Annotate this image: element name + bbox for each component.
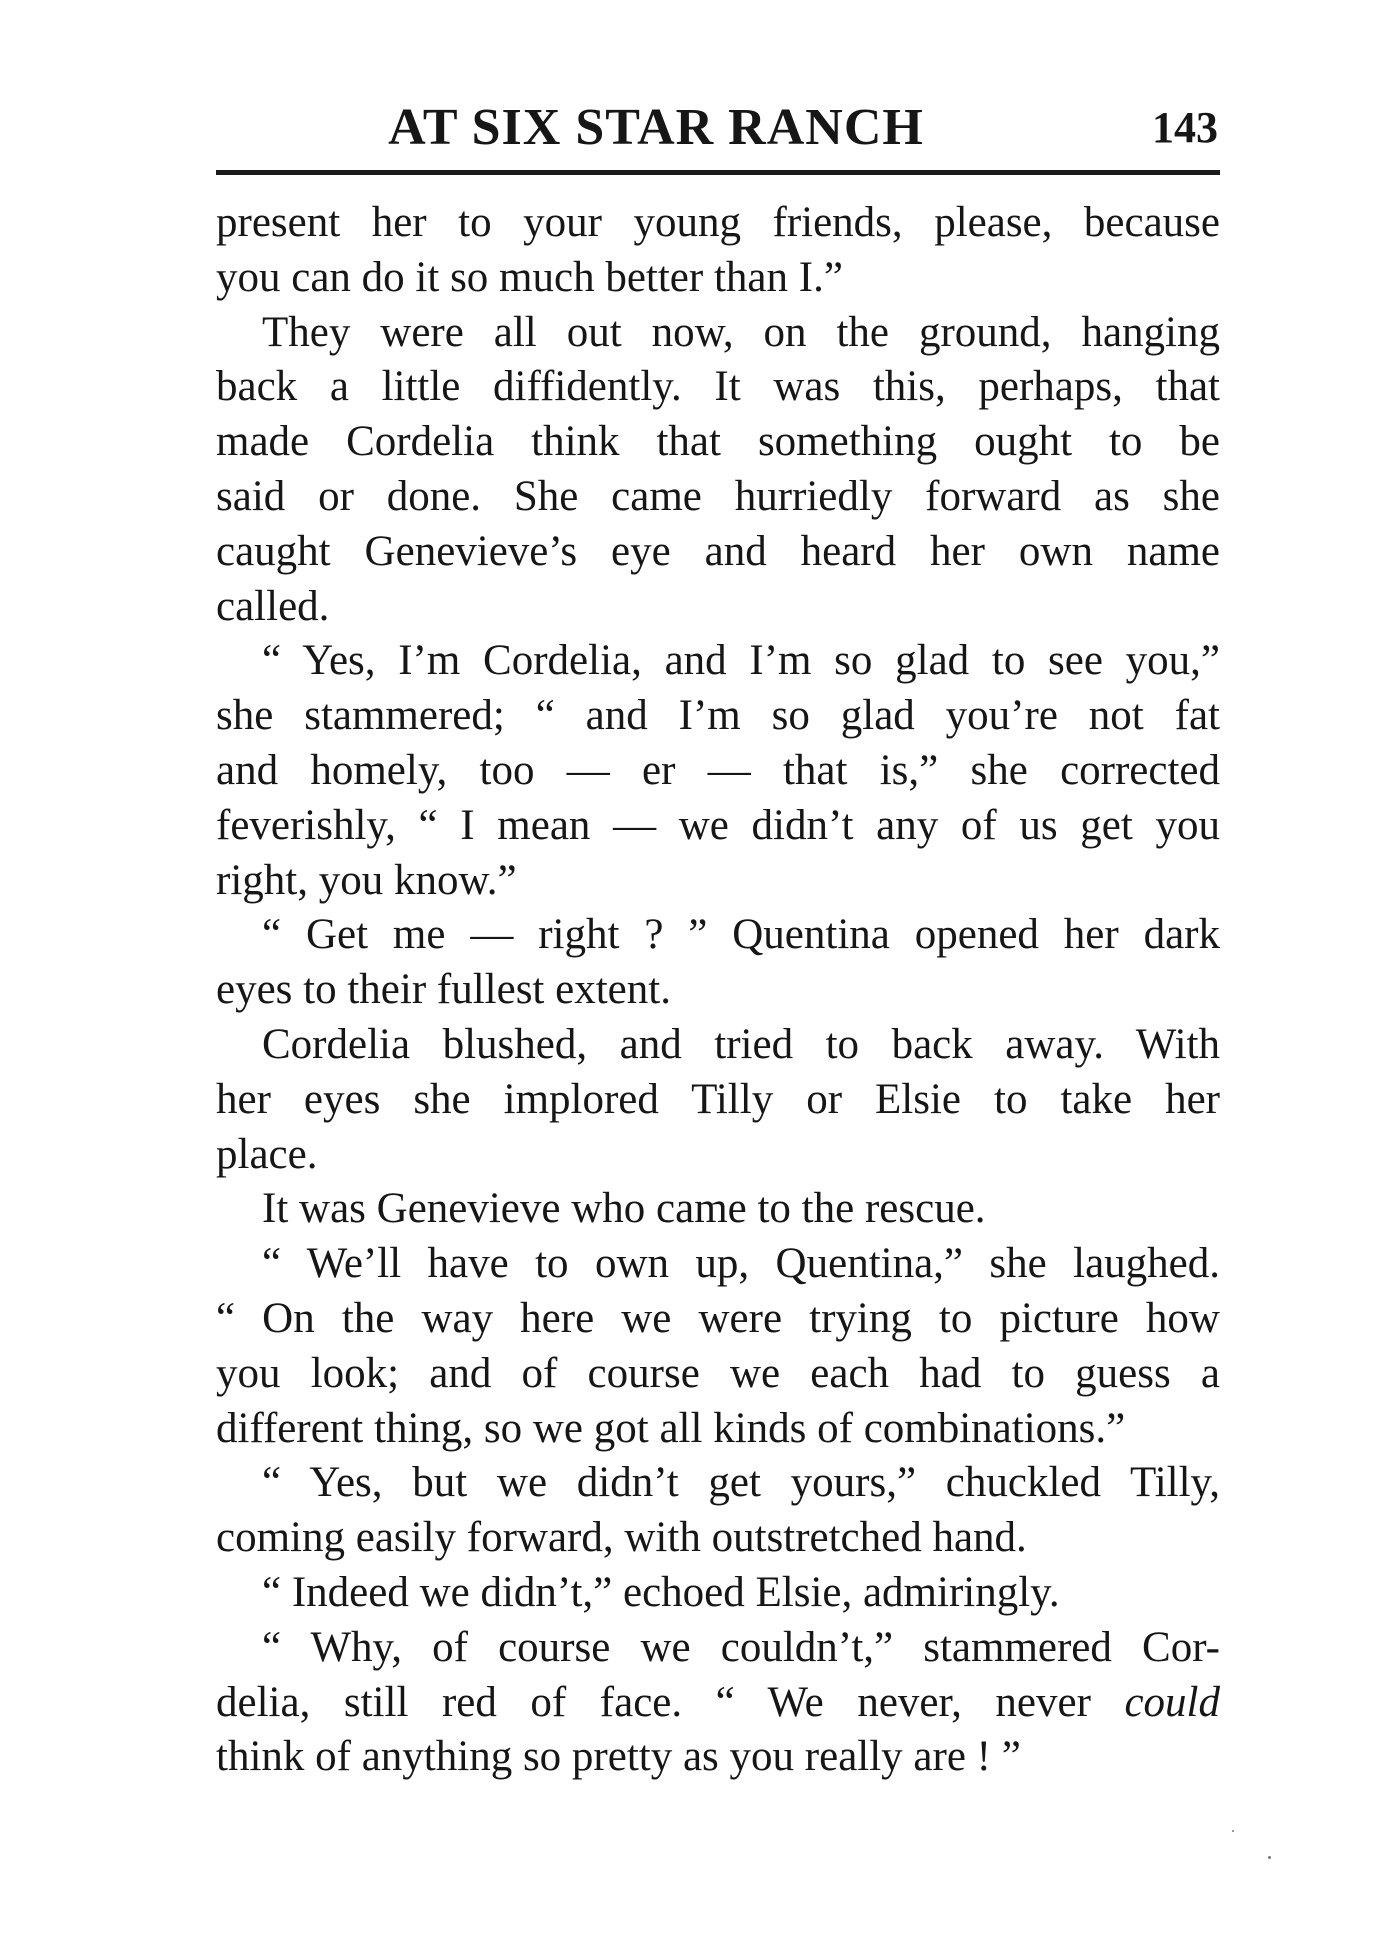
text-line: her eyes she implored Tilly or Elsie to take her (216, 1075, 1220, 1123)
text-line: “ Yes, but we didn’t get yours,” chuckled Tilly, (262, 1459, 1220, 1507)
header-rule (216, 170, 1220, 175)
text-line: coming easily forward, with outstretched hand. (216, 1514, 1027, 1562)
text-line: she stammered; “ and I’m so glad you’re not fat (216, 692, 1220, 740)
paragraph (216, 908, 1220, 1018)
text-line: back a little diffidently. It was this, perhaps, that (216, 363, 1220, 411)
text-line: They were all out now, on the ground, hanging (262, 308, 1220, 356)
text-line: you can do it so much better than I.” (216, 253, 843, 301)
paragraph (216, 1621, 1220, 1785)
text-line-with-emphasis (216, 1676, 1220, 1731)
paragraph (216, 306, 1220, 635)
text-segment: delia, still red of face. “ We never, never (216, 1678, 1125, 1726)
text-line: caught Genevieve’s eye and heard her own name (216, 527, 1220, 575)
running-title: AT SIX STAR RANCH (388, 99, 924, 156)
print-speck (1268, 1856, 1271, 1859)
running-head (216, 92, 1218, 164)
text-line: “ Get me — right ? ” Quentina opened her dark (262, 911, 1220, 959)
paragraph (216, 1456, 1220, 1566)
print-speck (1232, 1830, 1234, 1832)
text-line: “ Why, of course we couldn’t,” stammered Cor- (262, 1623, 1220, 1671)
text-line: and homely, too — er — that is,” she corrected (216, 746, 1220, 794)
paragraph (216, 634, 1220, 908)
body-text (216, 196, 1220, 1785)
text-line: “ Yes, I’m Cordelia, and I’m so glad to see you,” (262, 637, 1220, 685)
text-line: “ Indeed we didn’t,” echoed Elsie, admiringly. (262, 1568, 1060, 1616)
text-line: different thing, so we got all kinds of combinations.” (216, 1404, 1126, 1452)
page-number: 143 (1152, 103, 1218, 152)
text-line: eyes to their fullest extent. (216, 966, 671, 1014)
emphasized-word: could (1124, 1678, 1220, 1726)
text-line: feverishly, “ I mean — we didn’t any of us get you (216, 801, 1220, 849)
paragraph (216, 1018, 1220, 1182)
paragraph (216, 1182, 1220, 1237)
text-line: “ On the way here we were trying to picture how (216, 1294, 1220, 1342)
paragraph (216, 1237, 1220, 1456)
text-line: present her to your young friends, please, because (216, 199, 1220, 246)
text-line: think of anything so pretty as you really are ! ” (216, 1733, 1021, 1781)
paragraph (216, 196, 1220, 306)
text-line: “ We’ll have to own up, Quentina,” she laughed. (262, 1240, 1220, 1288)
text-line: said or done. She came hurriedly forward as she (216, 472, 1220, 520)
text-line: Cordelia blushed, and tried to back away. With (262, 1020, 1220, 1068)
text-line: place. (216, 1130, 318, 1178)
text-line: you look; and of course we each had to guess a (216, 1349, 1220, 1397)
text-line: right, you know.” (216, 856, 517, 904)
paragraph (216, 1566, 1220, 1621)
text-line: made Cordelia think that something ought to be (216, 418, 1220, 466)
text-line: It was Genevieve who came to the rescue. (262, 1185, 986, 1233)
text-line: called. (216, 582, 330, 630)
